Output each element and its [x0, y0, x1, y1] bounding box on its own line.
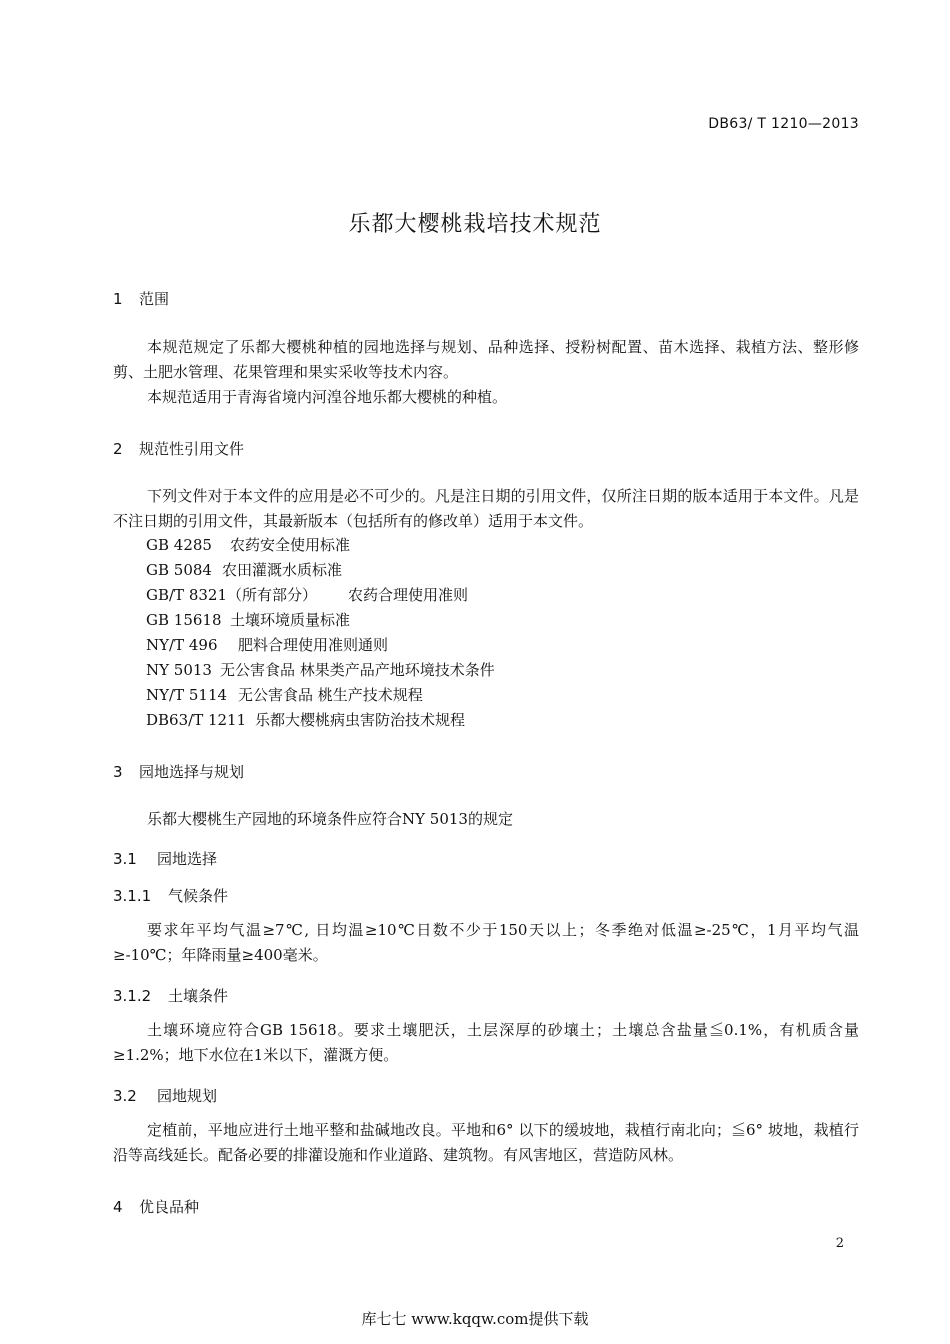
section-1-paragraph-1: 本规范规定了乐都大樱桃种植的园地选择与规划、品种选择、授粉树配置、苗木选择、栽植方法、整形修剪、土肥水管理、花果管理和果实采收等技术内容。 — [113, 338, 859, 381]
section-3-1-heading — [113, 848, 217, 869]
section-1-paragraph-2: 本规范适用于青海省境内河湟谷地乐都大樱桃的种植。 — [147, 388, 508, 406]
reference-code: DB63/T 1211 — [146, 711, 247, 729]
reference-code: GB 5084 — [146, 561, 212, 579]
section-title: 优良品种 — [139, 1198, 200, 1216]
section-4-heading — [113, 1196, 199, 1217]
section-3-1-1-heading — [113, 885, 228, 906]
section-3-heading — [113, 761, 244, 782]
section-title: 园地选择 — [157, 850, 218, 868]
reference-code: NY 5013 — [146, 661, 212, 679]
reference-code: NY/T 5114 — [146, 686, 228, 704]
download-footer: 库七七 www.kqqw.com提供下载 — [361, 1310, 589, 1328]
section-title: 气候条件 — [168, 887, 229, 905]
reference-name: 农药安全使用标准 — [230, 536, 351, 554]
reference-name: 土壤环境质量标准 — [230, 611, 351, 629]
page-number: 2 — [835, 1236, 844, 1251]
section-3-1-1-paragraph: 要求年平均气温≥7℃, 日均温≥10℃日数不少于150天以上；冬季绝对低温≥-25℃，1月平均气温≥-10℃；年降雨量≥400毫米。 — [113, 921, 859, 964]
section-2-heading — [113, 438, 244, 459]
section-title: 规范性引用文件 — [139, 440, 245, 458]
reference-item — [146, 609, 350, 630]
section-3-1-2-paragraph: 土壤环境应符合GB 15618。要求土壤肥沃，土层深厚的砂壤土；土壤总含盐量≦0.1%，有机质含量≥1.2%；地下水位在1米以下，灌溉方便。 — [113, 1021, 859, 1064]
page-title: 乐都大樱桃栽培技术规范 — [348, 212, 602, 237]
reference-item — [146, 584, 468, 605]
section-3-paragraph-1: 乐都大樱桃生产园地的环境条件应符合NY 5013的规定 — [147, 810, 513, 828]
section-number: 2 — [113, 440, 123, 458]
reference-item — [146, 684, 423, 705]
section-number: 3.2 — [113, 1087, 137, 1105]
section-1-heading — [113, 288, 169, 309]
reference-name: 无公害食品 桃生产技术规程 — [238, 686, 423, 704]
reference-code: GB/T 8321（所有部分） — [146, 586, 318, 604]
section-number: 4 — [113, 1198, 123, 1216]
section-3-1-2-heading — [113, 985, 228, 1006]
document-number: DB63/ T 1210—2013 — [708, 116, 859, 132]
section-3-2-paragraph: 定植前，平地应进行土地平整和盐碱地改良。平地和6° 以下的缓坡地，栽植行南北向；≦6° 坡地，栽植行沿等高线延长。配备必要的排灌设施和作业道路、建筑物。有风害地区，营造防风林。 — [113, 1121, 859, 1164]
reference-name: 肥料合理使用准则通则 — [238, 636, 389, 654]
section-title: 园地选择与规划 — [139, 763, 245, 781]
section-number: 1 — [113, 290, 123, 308]
reference-item — [146, 534, 350, 555]
reference-item — [146, 659, 495, 680]
section-number: 3.1 — [113, 850, 137, 868]
reference-item — [146, 709, 465, 730]
reference-code: GB 15618 — [146, 611, 222, 629]
section-3-2-heading — [113, 1085, 217, 1106]
section-title: 范围 — [139, 290, 170, 308]
section-number: 3.1.2 — [113, 987, 152, 1005]
section-number: 3 — [113, 763, 123, 781]
reference-item — [146, 559, 342, 580]
reference-code: GB 4285 — [146, 536, 212, 554]
section-title: 园地规划 — [157, 1087, 218, 1105]
reference-name: 无公害食品 林果类产品产地环境技术条件 — [220, 661, 495, 679]
section-2-paragraph-1: 下列文件对于本文件的应用是必不可少的。凡是注日期的引用文件，仅所注日期的版本适用于本文件。凡是不注日期的引用文件，其最新版本（包括所有的修改单）适用于本文件。 — [113, 487, 859, 530]
reference-item — [146, 634, 388, 655]
reference-name: 农田灌溉水质标准 — [222, 561, 343, 579]
reference-code: NY/T 496 — [146, 636, 218, 654]
section-number: 3.1.1 — [113, 887, 152, 905]
reference-name: 农药合理使用准则 — [348, 586, 469, 604]
reference-name: 乐都大樱桃病虫害防治技术规程 — [255, 711, 466, 729]
section-title: 土壤条件 — [168, 987, 229, 1005]
